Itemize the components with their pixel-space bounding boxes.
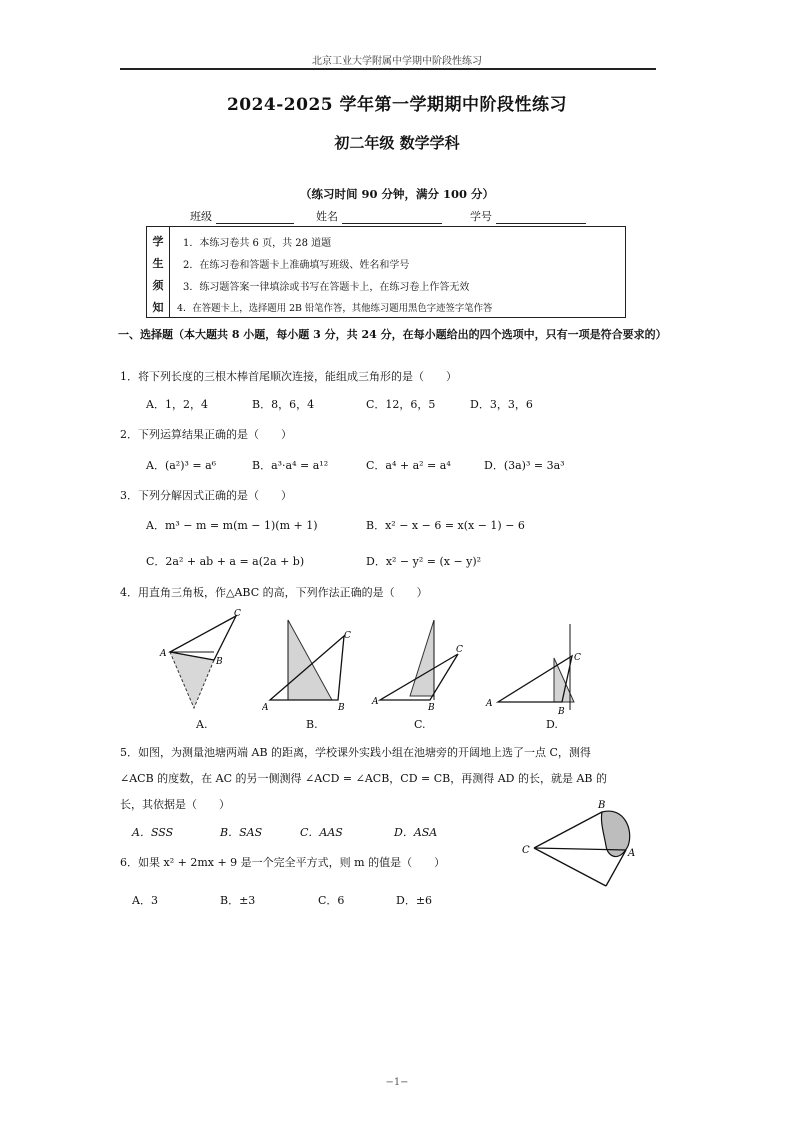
q1-option-c: C．12，6，5 bbox=[366, 398, 436, 411]
id-field bbox=[470, 208, 586, 224]
q3-option-c: C．2a² + ab + a = a(2a + b) bbox=[146, 555, 305, 568]
svg-text:A: A bbox=[486, 699, 493, 709]
notes-side-label bbox=[147, 227, 170, 317]
svg-text:B: B bbox=[558, 707, 565, 716]
question-3-stem: 3．下列分解因式正确的是（ ） bbox=[120, 489, 292, 502]
exam-time-line: （练习时间 90 分钟，满分 100 分） bbox=[299, 187, 495, 201]
q4-figure-c bbox=[370, 614, 470, 714]
note-item: 1．本练习卷共 6 页，共 28 道题 bbox=[183, 238, 332, 249]
header-rule bbox=[120, 68, 656, 70]
q6-option-a: A．3 bbox=[132, 894, 158, 907]
class-blank bbox=[216, 211, 294, 224]
triangle-abc bbox=[170, 616, 236, 660]
segment-cb bbox=[534, 812, 602, 848]
q4-label-d: D. bbox=[546, 718, 558, 731]
svg-text:A: A bbox=[262, 703, 269, 713]
svg-text:B: B bbox=[598, 800, 606, 811]
q5-option-d: D．ASA bbox=[394, 826, 438, 839]
q1-option-d: D．3，3，6 bbox=[470, 398, 533, 411]
q2-option-c: C．a⁴ + a² = a⁴ bbox=[366, 459, 451, 472]
exam-subtitle: 初二年级 数学学科 bbox=[334, 134, 460, 152]
note-item: 4．在答题卡上，选择题用 2B 铅笔作答，其他练习题用黑色字迹签字笔作答 bbox=[177, 303, 493, 314]
q2-option-b: B．a³·a⁴ = a¹² bbox=[252, 459, 329, 472]
svg-text:B: B bbox=[338, 703, 345, 713]
svg-text:B: B bbox=[428, 703, 435, 713]
notes-side-char: 学 bbox=[152, 235, 164, 248]
q6-option-b: B．±3 bbox=[220, 894, 256, 907]
notes-side-char: 生 bbox=[152, 257, 164, 270]
svg-text:C: C bbox=[574, 653, 581, 663]
svg-text:C: C bbox=[344, 631, 351, 641]
question-6-stem: 6．如果 x² + 2mx + 9 是一个完全平方式，则 m 的值是（ ） bbox=[120, 856, 446, 869]
question-2-stem: 2．下列运算结果正确的是（ ） bbox=[120, 428, 292, 441]
q4-figure-d bbox=[484, 620, 584, 716]
q3-option-b: B．x² − x − 6 = x(x − 1) − 6 bbox=[366, 519, 525, 532]
question-5-line-3: 长，其依据是（ ） bbox=[120, 798, 230, 811]
svg-text:C: C bbox=[522, 845, 530, 856]
section-heading: 一、选择题（本大题共 8 小题，每小题 3 分，共 24 分，在每小题给出的四个选项中，只有一项是符合要求的） bbox=[118, 328, 667, 341]
note-item: 2．在练习卷和答题卡上准确填写班级、姓名和学号 bbox=[183, 260, 410, 271]
q1-option-b: B．8，6，4 bbox=[252, 398, 315, 411]
q3-option-a: A．m³ − m = m(m − 1)(m + 1) bbox=[146, 519, 318, 532]
q5-option-a: A．SSS bbox=[132, 826, 174, 839]
notes-side-char: 须 bbox=[152, 279, 164, 292]
q5-option-b: B．SAS bbox=[220, 826, 263, 839]
svg-text:C: C bbox=[234, 609, 241, 619]
q2-option-a: A．(a²)³ = a⁶ bbox=[146, 459, 217, 472]
q4-figure-a bbox=[156, 608, 246, 718]
name-blank bbox=[342, 211, 442, 224]
segment-cd bbox=[534, 848, 606, 886]
q4-label-c: C. bbox=[414, 718, 426, 731]
svg-text:C: C bbox=[456, 645, 463, 655]
svg-text:B: B bbox=[216, 657, 223, 667]
name-label: 姓名 bbox=[316, 210, 338, 223]
question-5-line-1: 5．如图，为测量池塘两端 AB 的距离，学校课外实践小组在池塘旁的开阔地上选了一点 C，测得 bbox=[120, 746, 591, 759]
question-5-line-2: ∠ACB 的度数，在 AC 的另一侧测得 ∠ACD = ∠ACB，CD = CB，再测得 AD 的长，就是 AB 的 bbox=[120, 772, 607, 785]
q5-option-c: C．AAS bbox=[300, 826, 343, 839]
name-field bbox=[316, 208, 442, 224]
q6-option-d: D．±6 bbox=[396, 894, 433, 907]
student-notes-box bbox=[146, 226, 626, 318]
svg-text:A: A bbox=[628, 848, 636, 859]
question-1-stem: 1．将下列长度的三根木棒首尾顺次连接，能组成三角形的是（ ） bbox=[120, 370, 457, 383]
class-field bbox=[190, 208, 294, 224]
svg-text:A: A bbox=[160, 649, 167, 659]
q4-label-a: A. bbox=[196, 718, 208, 731]
page-number: −1− bbox=[385, 1077, 409, 1088]
question-4-stem: 4．用直角三角板，作△ABC 的高，下列作法正确的是（ ） bbox=[120, 586, 428, 599]
notes-side-char: 知 bbox=[152, 301, 164, 314]
q2-option-d: D．(3a)³ = 3a³ bbox=[484, 459, 565, 472]
running-header: 北京工业大学附属中学期中阶段性练习 bbox=[312, 56, 482, 67]
q5-pond-figure bbox=[520, 798, 650, 892]
svg-text:A: A bbox=[372, 697, 379, 707]
id-blank bbox=[496, 211, 586, 224]
set-square-shading bbox=[288, 620, 332, 700]
q4-label-b: B. bbox=[306, 718, 318, 731]
q6-option-c: C．6 bbox=[318, 894, 345, 907]
class-label: 班级 bbox=[190, 210, 212, 223]
id-label: 学号 bbox=[470, 210, 492, 223]
exam-title: 2024-2025 学年第一学期期中阶段性练习 bbox=[226, 95, 568, 115]
q4-figure-b bbox=[262, 614, 362, 714]
set-square-shading bbox=[410, 620, 434, 696]
q3-option-d: D．x² − y² = (x − y)² bbox=[366, 555, 482, 568]
set-square-shading bbox=[170, 652, 214, 708]
note-item: 3．练习题答案一律填涂或书写在答题卡上，在练习卷上作答无效 bbox=[183, 282, 470, 293]
q1-option-a: A．1，2，4 bbox=[146, 398, 208, 411]
